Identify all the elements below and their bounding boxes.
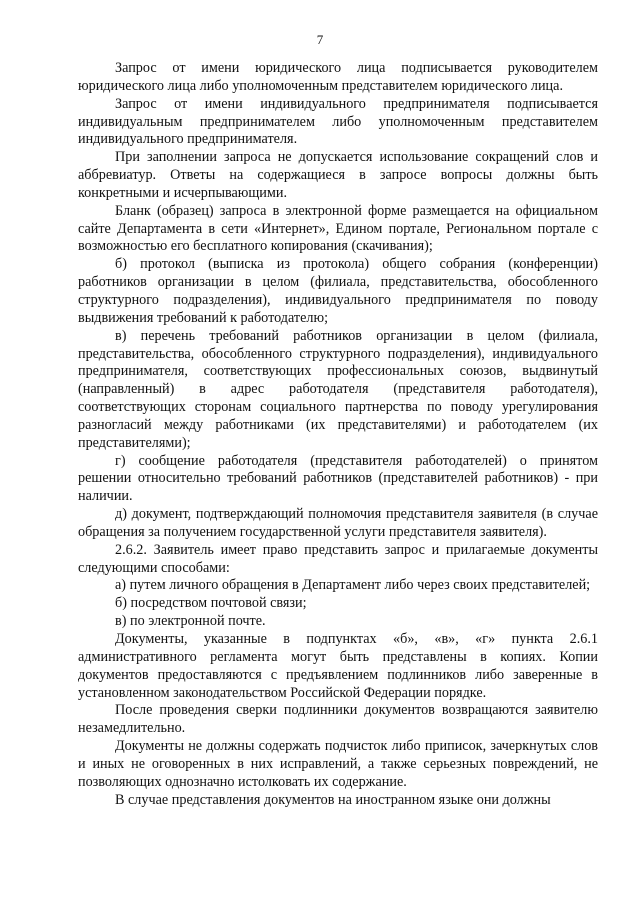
page-number: 7 bbox=[316, 32, 324, 47]
paragraph-form-template: Бланк (образец) запроса в электронной форме размещается на официальном сайте Департамента в сети «Интернет», Едином портале, Региональном портале с возможностью его бесплатного копирования (скачивания); bbox=[78, 202, 598, 255]
paragraph-method-b-post: б) посредством почтовой связи; bbox=[115, 595, 307, 612]
paragraph-foreign-language: В случае представления документов на иностранном языке они должны bbox=[115, 791, 551, 808]
paragraph-copies-allowed: Документы, указанные в подпунктах «б», «в», «г» пункта 2.6.1 административного регламента могут быть представлены в копиях. Копии документов предоставляются с предъявлением подлинников либо заверенные в установленном законодательством Российской Федерации порядке. bbox=[78, 631, 598, 701]
paragraph-legal-entity-signature: Запрос от имени юридического лица подписывается руководителем юридического лица либо уполномоченным представителем юридического лица. bbox=[78, 60, 598, 94]
paragraph-entrepreneur-signature: Запрос от имени индивидуального предпринимателя подписывается индивидуальным предпринимателем либо уполномоченным представителем индивидуального предпринимателя. bbox=[78, 95, 598, 148]
paragraph-no-corrections: Документы не должны содержать подчисток либо приписок, зачеркнутых слов и иных не оговоренных в них исправлений, а также серьезных повреждений, не позволяющих однозначно истолковать их содержание. bbox=[78, 738, 598, 790]
paragraph-2-6-2-submission-methods: 2.6.2. Заявитель имеет право представить запрос и прилагаемые документы следующими способами: bbox=[78, 541, 598, 576]
paragraph-item-b-protocol: б) протокол (выписка из протокола) общего собрания (конференции) работников организации в целом (филиала, представительства, обособленного структурного подразделения), индивидуального предпринимателя по поводу выдвижения требований к работодателю; bbox=[78, 256, 598, 326]
paragraph-item-v-requirements-list: в) перечень требований работников организации в целом (филиала, представительства, обособленного структурного подразделения), индивидуального предпринимателя, соответствующих профессиональных союзов, выдвинутый (направленный) в адрес работодателя (представителя работодателя), соответствующих сторонам социального партнерства по поводу урегулирования разногласий между работниками (их представителями) и работодателем (их представителями); bbox=[78, 327, 598, 451]
paragraph-method-v-email: в) по электронной почте. bbox=[115, 613, 266, 630]
document-body bbox=[78, 60, 598, 809]
paragraph-item-d-authority-document: д) документ, подтверждающий полномочия представителя заявителя (в случае обращения за получением государственной услуги представителя заявителя). bbox=[78, 506, 598, 540]
paragraph-originals-returned: После проведения сверки подлинники документов возвращаются заявителю незамедлительно. bbox=[78, 702, 598, 737]
paragraph-no-abbreviations: При заполнении запроса не допускается использование сокращений слов и аббревиатур. Ответы на содержащиеся в запросе вопросы должны быть конкретными и исчерпывающими. bbox=[78, 149, 598, 201]
paragraph-method-a-personal: а) путем личного обращения в Департамент либо через своих представителей; bbox=[115, 577, 591, 594]
paragraph-item-g-employer-message: г) сообщение работодателя (представителя работодателей) о принятом решении относительно требований работников (представителей работников) - при наличии. bbox=[78, 452, 598, 505]
